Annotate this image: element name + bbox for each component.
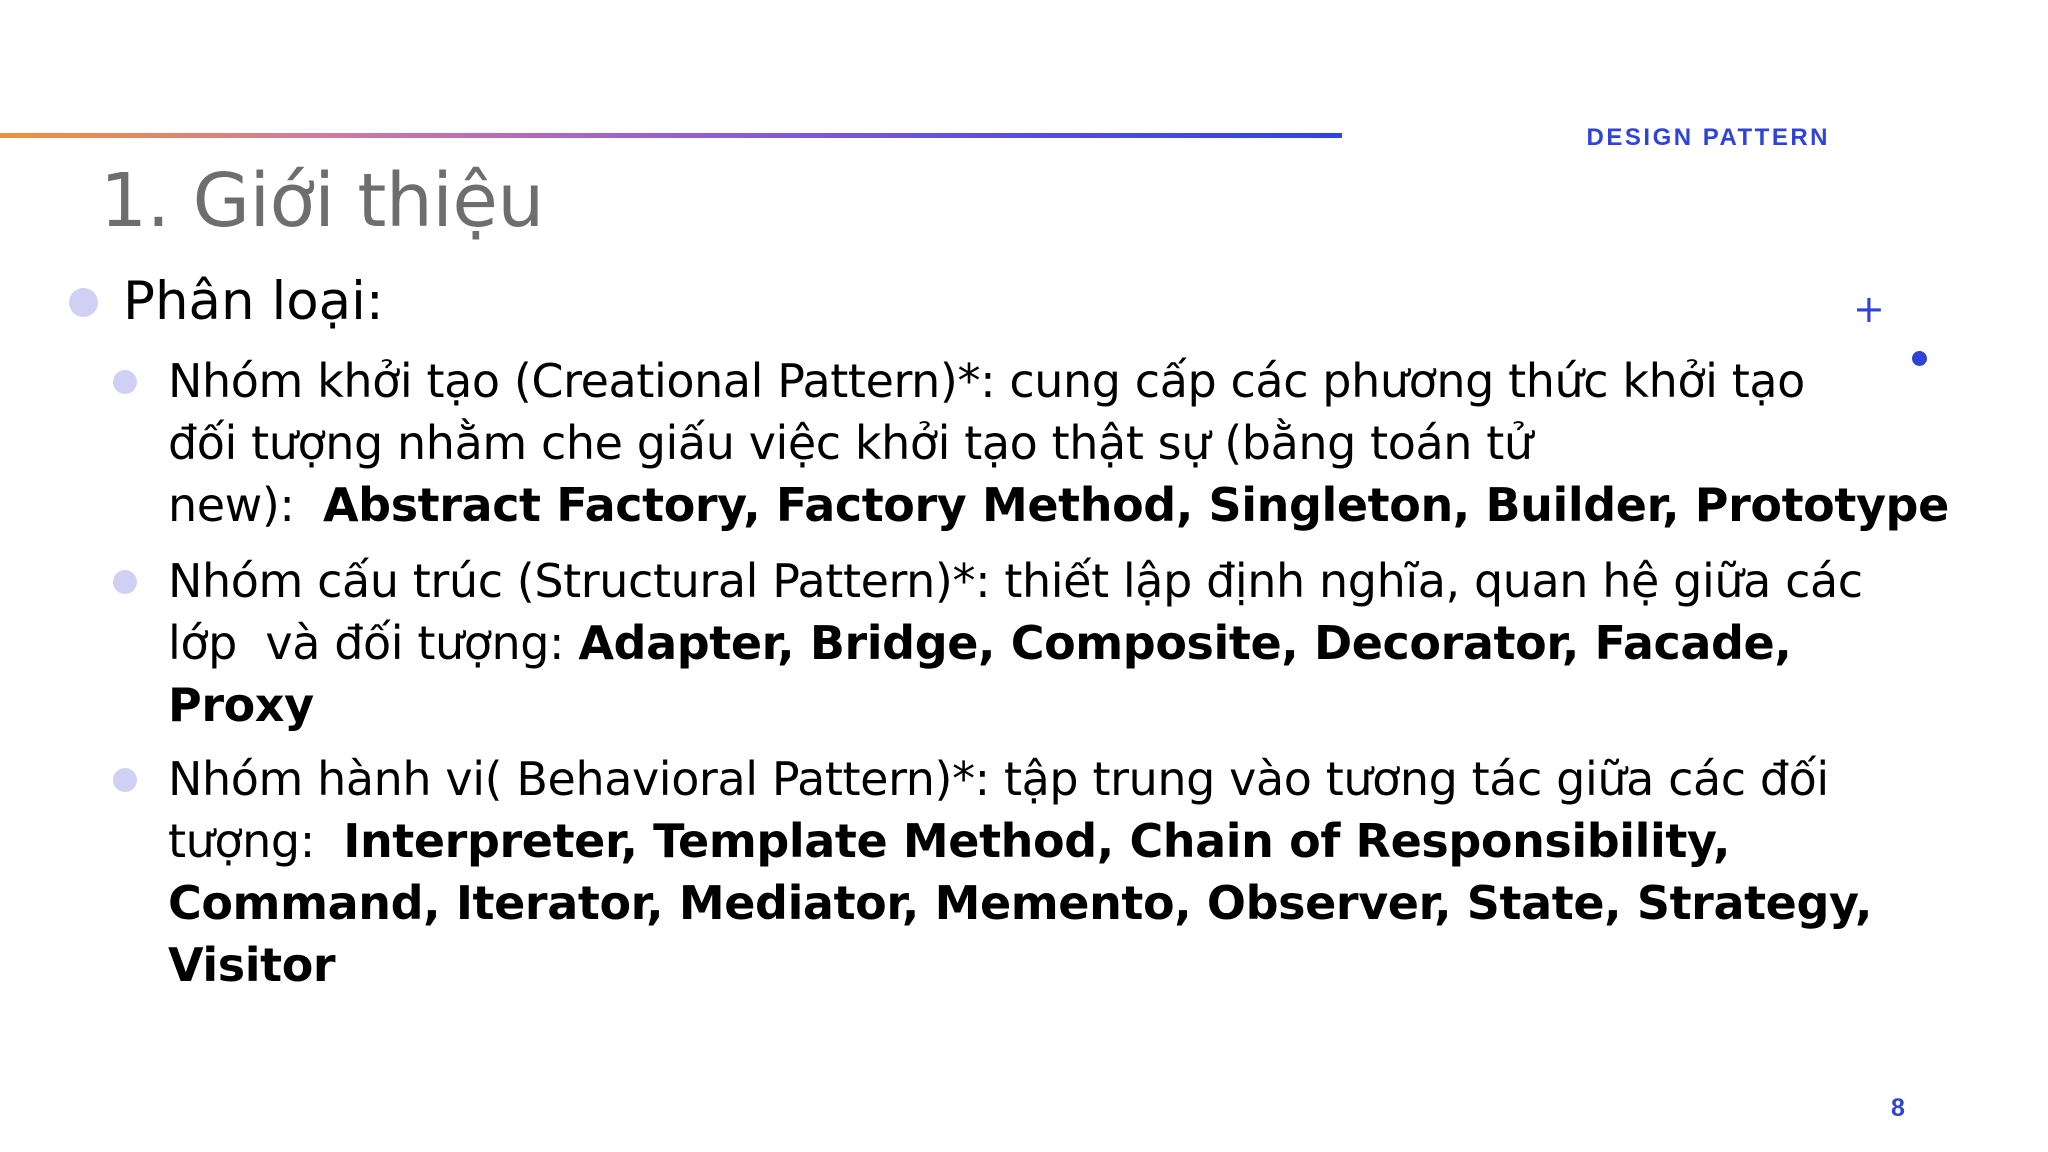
creational-line-3	[168, 474, 1949, 536]
bullet-icon	[69, 288, 98, 317]
page-number: 8	[1891, 1094, 1905, 1122]
bullet-icon	[113, 370, 137, 394]
structural-item	[168, 550, 1908, 736]
behavioral-item	[168, 748, 1908, 996]
creational-line-1: Nhóm khởi tạo (Creational Pattern)*: cung cấp các phương thức khởi tạo	[168, 354, 1805, 408]
behavioral-patterns-1: Interpreter, Template Method, Chain of Responsibility,	[343, 814, 1731, 868]
slide-title: 1. Giới thiệu	[100, 158, 544, 244]
behavioral-line-1: Nhóm hành vi( Behavioral Pattern)*: tập trung vào tương tác giữa các đối	[168, 752, 1829, 806]
creational-patterns: Abstract Factory, Factory Method, Singleton, Builder, Prototype	[322, 478, 1949, 532]
dot-decoration	[1912, 351, 1927, 366]
structural-line-3: Proxy	[168, 678, 314, 732]
creational-item	[168, 350, 1949, 536]
bullet-icon	[113, 768, 137, 792]
structural-patterns: Adapter, Bridge, Composite, Decorator, Facade,	[578, 616, 1792, 670]
behavioral-prefix: tượng:	[168, 814, 344, 868]
creational-line-2: đối tượng nhằm che giấu việc khởi tạo thật sự (bằng toán tử	[168, 416, 1533, 470]
behavioral-line-3: Command, Iterator, Mediator, Memento, Observer, State, Strategy,	[168, 876, 1873, 930]
behavioral-line-2	[168, 810, 1908, 872]
structural-line-2	[168, 612, 1908, 674]
behavioral-line-4: Visitor	[168, 938, 336, 992]
header-gradient-line	[0, 133, 1342, 138]
header-label: DESIGN PATTERN	[1586, 124, 1830, 151]
structural-prefix: lớp và đối tượng:	[168, 616, 579, 670]
creational-prefix: new):	[168, 478, 323, 532]
plus-icon: +	[1853, 287, 1885, 331]
structural-line-1: Nhóm cấu trúc (Structural Pattern)*: thiết lập định nghĩa, quan hệ giữa các	[168, 554, 1863, 608]
level1-heading: Phân loại:	[123, 271, 384, 332]
bullet-icon	[113, 570, 137, 594]
